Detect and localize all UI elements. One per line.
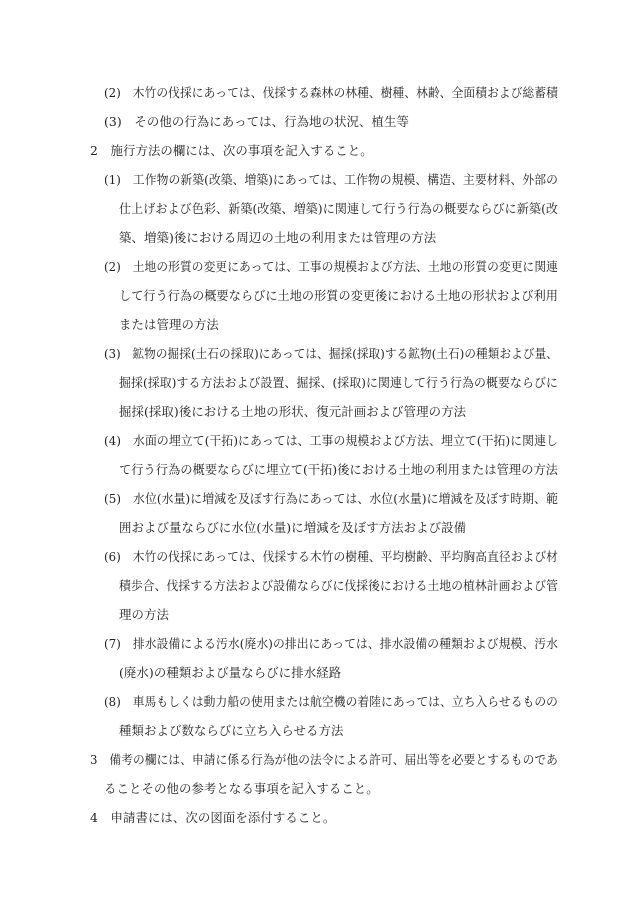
text-line [119, 578, 581, 594]
text-line [90, 752, 585, 768]
text-line [119, 520, 466, 536]
text-line [119, 288, 569, 304]
text-line [104, 172, 581, 188]
text-line [104, 433, 579, 449]
line-text: て行う行為の概要ならびに埋立て(干拓)後における土地の利用または管理の方法 [119, 462, 558, 477]
text-line [119, 462, 566, 478]
text-line [104, 694, 584, 710]
text-line [119, 230, 436, 246]
line-text: (5) 水位(水量)に増減を及ぼす行為にあっては、水位(水量)に増減を及ぼす時期、範 [104, 491, 558, 506]
line-text: 2 施行方法の欄には、次の事項を記入すること。 [90, 143, 373, 158]
line-text: 3 備考の欄には、申請に係る行為が他の法令による許可、届出等を必要とするものであ [90, 752, 558, 767]
line-text: 種類および数ならびに立ち入らせる方法 [119, 723, 344, 738]
text-line [119, 723, 343, 739]
line-text: (3) その他の行為にあっては、行為地の状況、植生等 [104, 114, 410, 129]
text-line [119, 404, 466, 420]
text-line [119, 375, 576, 391]
line-text: 囲および量ならびに水位(水量)に増減を及ぼす方法および設備 [119, 520, 467, 535]
line-text: 掘採(採取)後における土地の形状、復元計画および管理の方法 [119, 404, 467, 419]
text-line [119, 665, 341, 681]
line-text: 掘採(採取)する方法および設置、掘採、(採取)に関連して行う行為の概要ならびに [119, 375, 559, 390]
line-text: 4 申請書には、次の図面を添付すること。 [90, 810, 336, 825]
text-line [119, 201, 571, 217]
text-line [104, 549, 584, 565]
line-text: (8) 車馬もしくは動力船の使用または航空機の着陸にあっては、立ち入らせるものの [104, 694, 559, 709]
text-line [104, 781, 379, 797]
line-text: (2) 木竹の伐採にあっては、伐採する森林の林種、樹種、林齢、全面積および総蓄積 [104, 85, 558, 100]
line-text: (廃水)の種類および量ならびに排水経路 [119, 665, 342, 680]
line-text: 築、増築)後における周辺の土地の利用または管理の方法 [119, 230, 437, 245]
line-text: ることその他の参考となる事項を記入すること。 [104, 781, 379, 796]
text-line [90, 143, 373, 159]
line-text: 仕上げおよび色彩、新築(改築、増築)に関連して行う行為の概要ならびに新築(改 [119, 201, 559, 216]
line-text: 理の方法 [119, 607, 169, 622]
text-line [119, 317, 219, 333]
text-line [104, 346, 589, 362]
line-text: (3) 鉱物の掘採(土石の採取)にあっては、掘採(採取)する鉱物(土石)の種類および量、 [104, 346, 558, 361]
line-text: (2) 土地の形質の変更にあっては、工事の規模および方法、土地の形質の変更に関連 [104, 259, 558, 274]
text-line [104, 636, 581, 652]
line-text: 積歩合、伐採する方法および設備ならびに伐採後における土地の植林計画および管 [119, 578, 559, 593]
line-text: (1) 工作物の新築(改築、増築)にあっては、工作物の規模、構造、主要材料、外部の [104, 172, 559, 187]
text-line [104, 491, 579, 507]
line-text: (7) 排水設備による汚水(廃水)の排出にあっては、排水設備の種類および規模、汚水 [104, 636, 559, 651]
text-line [90, 810, 335, 826]
text-line [104, 114, 409, 130]
line-text: (6) 木竹の伐採にあっては、伐採する木竹の樹種、平均樹齢、平均胸高直径および材 [104, 549, 558, 564]
text-line [119, 607, 169, 623]
text-line [104, 259, 584, 275]
text-line [104, 85, 584, 101]
line-text: または管理の方法 [119, 317, 219, 332]
line-text: (4) 水面の埋立て(干拓)にあっては、工事の規模および方法、埋立て(干拓)に関連し [104, 433, 558, 448]
line-text: して行う行為の概要ならびに土地の形質の変更後における土地の形状および利用 [119, 288, 559, 303]
